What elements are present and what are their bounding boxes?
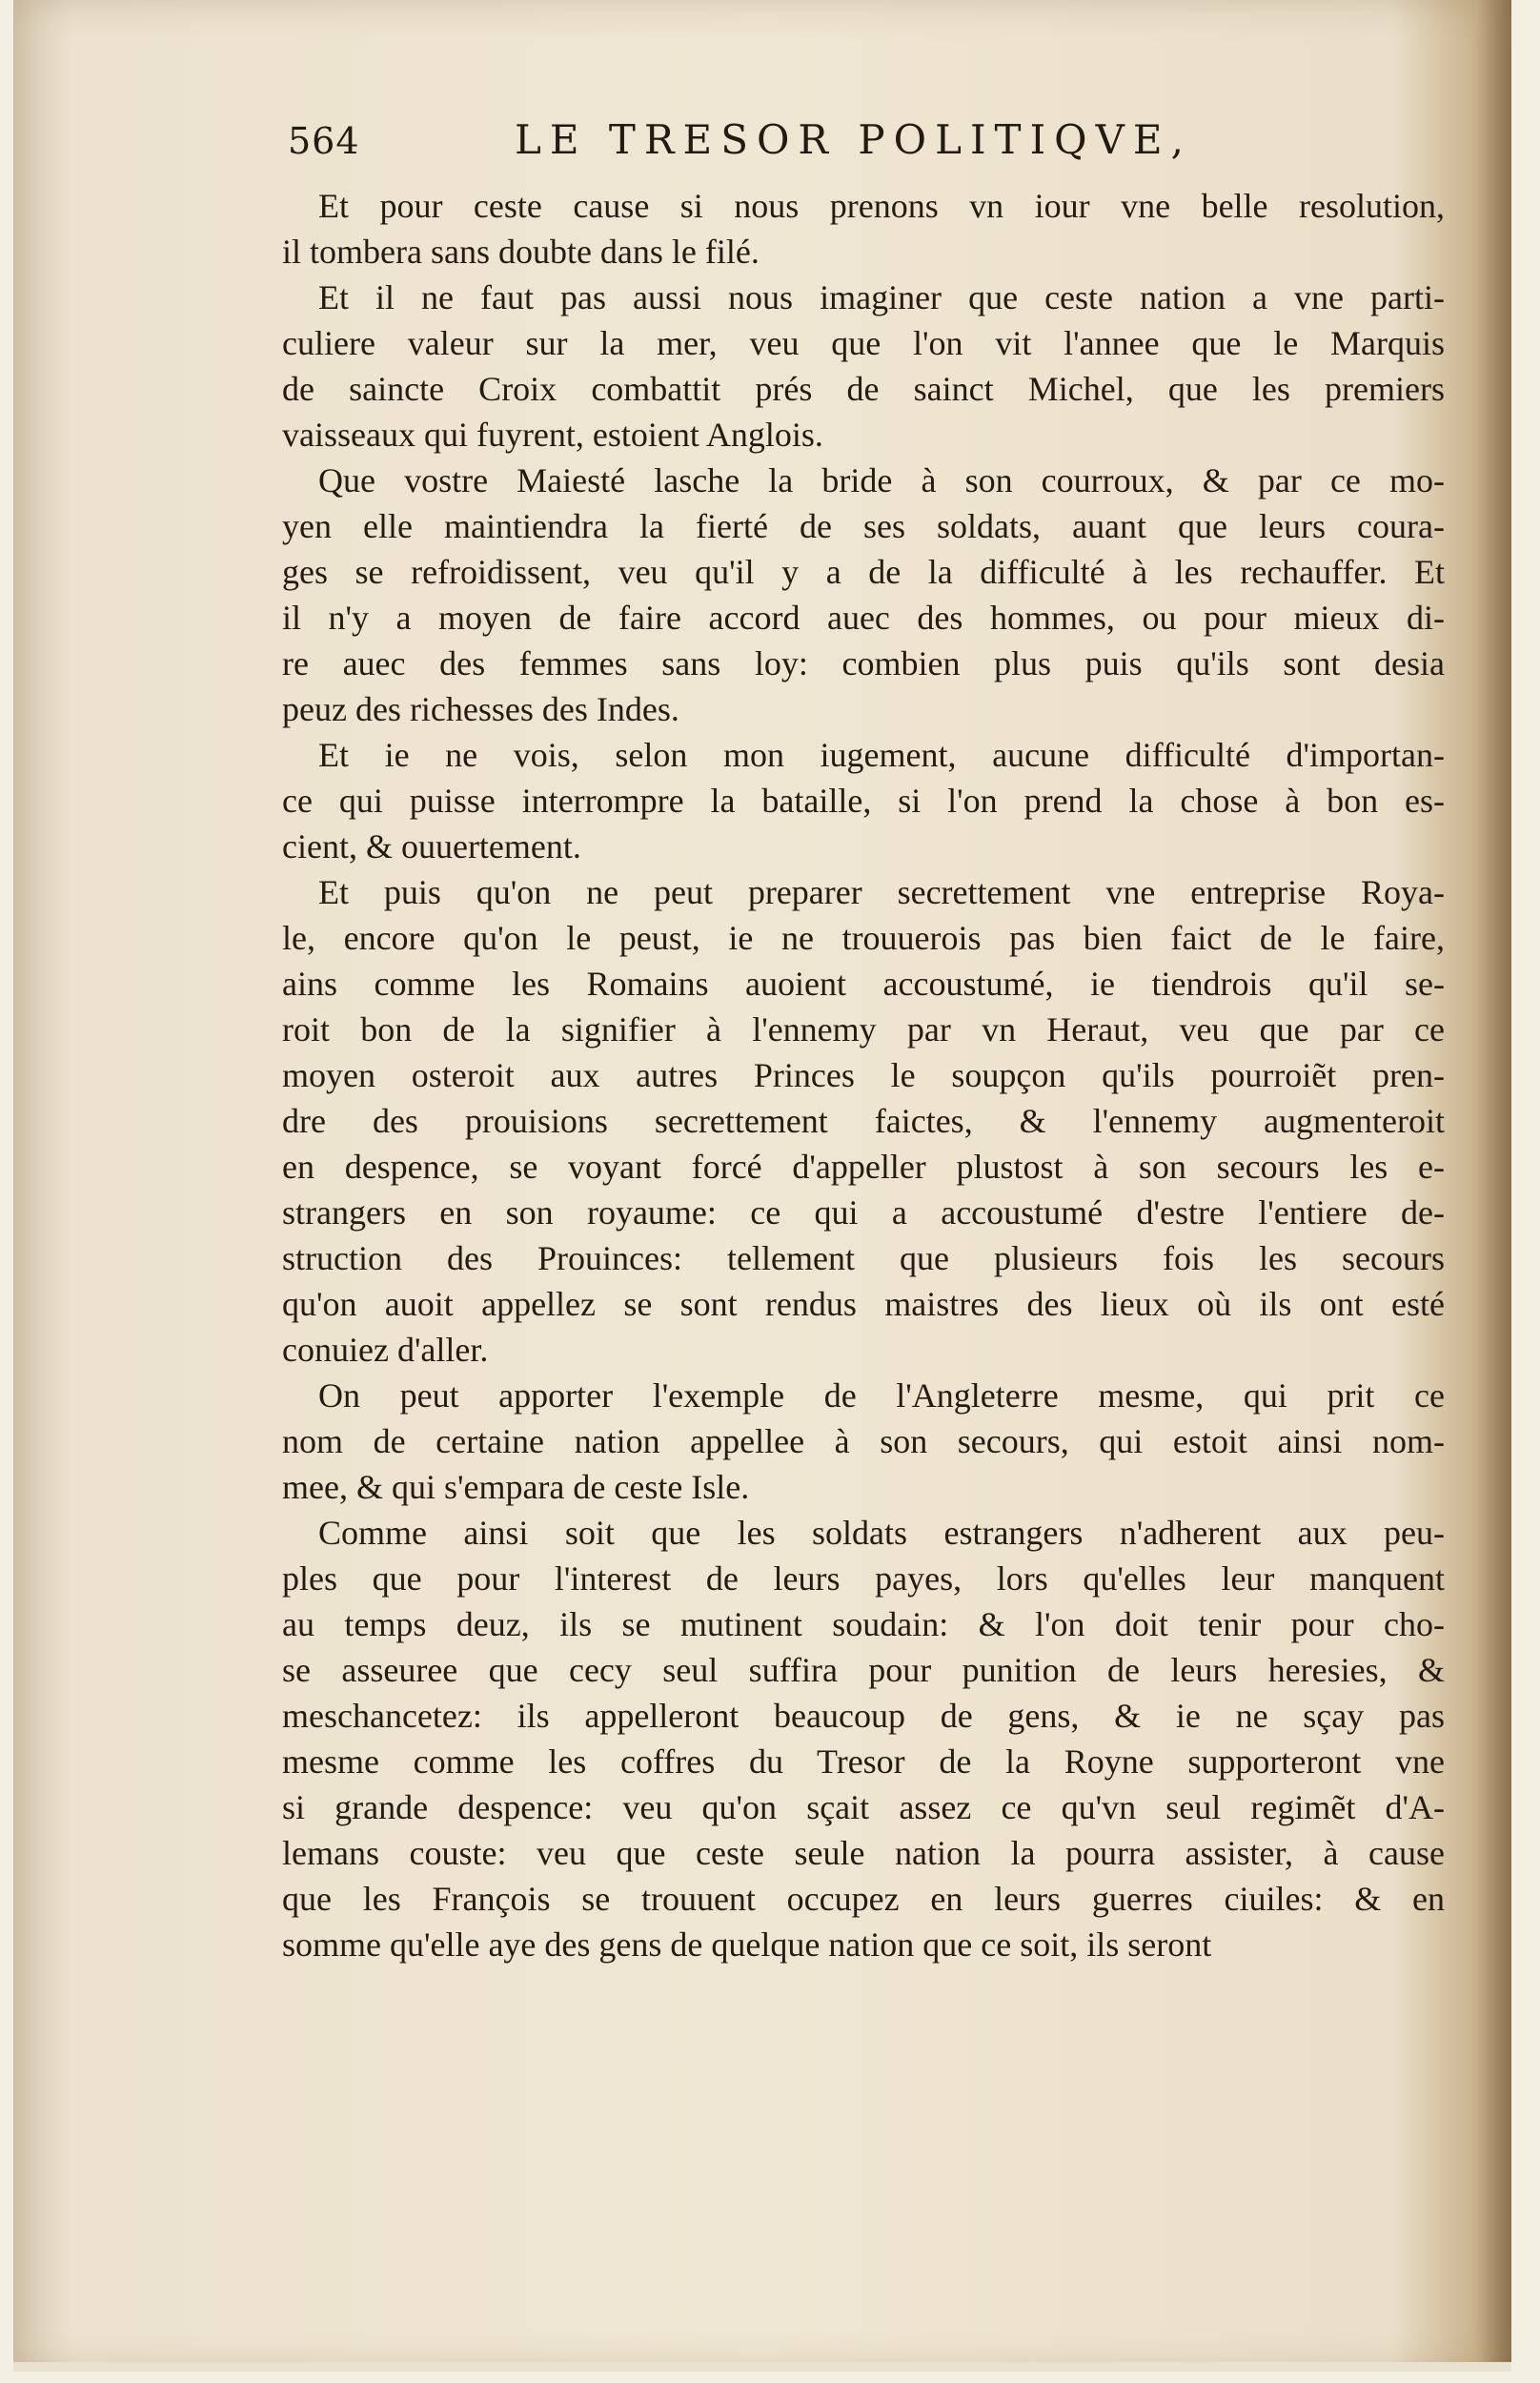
text-line: il tombera sans doubte dans le filé. [282, 233, 760, 271]
text-line: se asseuree que cecy seul suffira pour punition de leurs heresies, & [282, 1651, 1445, 1689]
paragraph [282, 869, 1445, 1373]
text-line: conuiez d'aller. [282, 1331, 489, 1369]
text-line: mee, & qui s'empara de ceste Isle. [282, 1468, 750, 1506]
body-text [282, 183, 1445, 1967]
page-number: 564 [288, 120, 360, 162]
text-line: Comme ainsi soit que les soldats estrangers n'adherent aux peu- [318, 1514, 1445, 1552]
paragraph [282, 1373, 1445, 1510]
text-line: de saincte Croix combattit prés de sainct Michel, que les premiers [282, 370, 1445, 408]
text-line: ples que pour l'interest de leurs payes, lors qu'elles leur manquent [282, 1559, 1445, 1598]
paragraph [282, 275, 1445, 458]
text-line: lemans couste: veu que ceste seule nation la pourra assister, à cause [282, 1834, 1445, 1872]
text-line: ains comme les Romains auoient accoustumé, ie tiendrois qu'il se- [282, 965, 1445, 1003]
text-line: ges se refroidissent, veu qu'il y a de la difficulté à les rechauffer. Et [282, 553, 1445, 591]
text-line: somme qu'elle aye des gens de quelque nation que ce soit, ils seront [282, 1925, 1212, 1964]
text-line: On peut apporter l'exemple de l'Angleterre mesme, qui prit ce [318, 1376, 1445, 1415]
text-line: cient, & ouuertement. [282, 827, 581, 866]
text-line: il n'y a moyen de faire accord auec des hommes, ou pour mieux di- [282, 599, 1445, 637]
text-line: Et puis qu'on ne peut preparer secrettement vne entreprise Roya- [318, 873, 1445, 911]
text-line: struction des Prouinces: tellement que plusieurs fois les secours [282, 1239, 1445, 1277]
text-line: Et pour ceste cause si nous prenons vn iour vne belle resolution, [318, 187, 1445, 225]
text-line: que les François se trouuent occupez en leurs guerres ciuiles: & en [282, 1880, 1445, 1918]
page-header [276, 112, 1306, 170]
page-bottom-edge [13, 2362, 1511, 2372]
text-line: roit bon de la signifier à l'ennemy par vn Heraut, veu que par ce [282, 1010, 1445, 1049]
text-line: Que vostre Maiesté lasche la bride à son courroux, & par ce mo- [318, 461, 1445, 499]
text-line: nom de certaine nation appellee à son secours, qui estoit ainsi nom- [282, 1422, 1445, 1460]
text-line: mesme comme les coffres du Tresor de la Royne supporteront vne [282, 1742, 1445, 1781]
running-title: LE TRESOR POLITIQVE, [515, 116, 1192, 163]
paragraph [282, 732, 1445, 869]
text-line: dre des prouisions secrettement faictes, & l'ennemy augmenteroit [282, 1102, 1445, 1140]
text-line: en despence, se voyant forcé d'appeller plustost à son secours les e- [282, 1148, 1445, 1186]
text-line: re auec des femmes sans loy: combien plus puis qu'ils sont desia [282, 644, 1445, 682]
text-line: strangers en son royaume: ce qui a accoustumé d'estre l'entiere de- [282, 1193, 1445, 1232]
paragraph [282, 1510, 1445, 1967]
text-line: qu'on auoit appellez se sont rendus maistres des lieux où ils ont esté [282, 1285, 1445, 1323]
text-line: Et il ne faut pas aussi nous imaginer que ceste nation a vne parti- [318, 278, 1445, 316]
paragraph [282, 183, 1445, 275]
text-line: culiere valeur sur la mer, veu que l'on vit l'annee que le Marquis [282, 324, 1445, 362]
text-line: moyen osteroit aux autres Princes le soupçon qu'ils pourroiẽt pren- [282, 1056, 1445, 1094]
text-line: peuz des richesses des Indes. [282, 690, 679, 728]
text-line: ce qui puisse interrompre la bataille, si l'on prend la chose à bon es- [282, 782, 1445, 820]
text-line: vaisseaux qui fuyrent, estoient Anglois. [282, 416, 823, 454]
text-line: au temps deuz, ils se mutinent soudain: & l'on doit tenir pour cho- [282, 1605, 1445, 1643]
text-line: meschancetez: ils appelleront beaucoup de gens, & ie ne sçay pas [282, 1697, 1445, 1735]
paragraph [282, 458, 1445, 732]
text-line: si grande despence: veu qu'on sçait assez ce qu'vn seul regimẽt d'A- [282, 1788, 1445, 1826]
text-line: le, encore qu'on le peust, ie ne trouuerois pas bien faict de le faire, [282, 919, 1445, 957]
page-gutter-shadow [1475, 0, 1511, 2372]
text-line: Et ie ne vois, selon mon iugement, aucune difficulté d'importan- [318, 736, 1445, 774]
text-line: yen elle maintiendra la fierté de ses soldats, auant que leurs coura- [282, 507, 1445, 545]
